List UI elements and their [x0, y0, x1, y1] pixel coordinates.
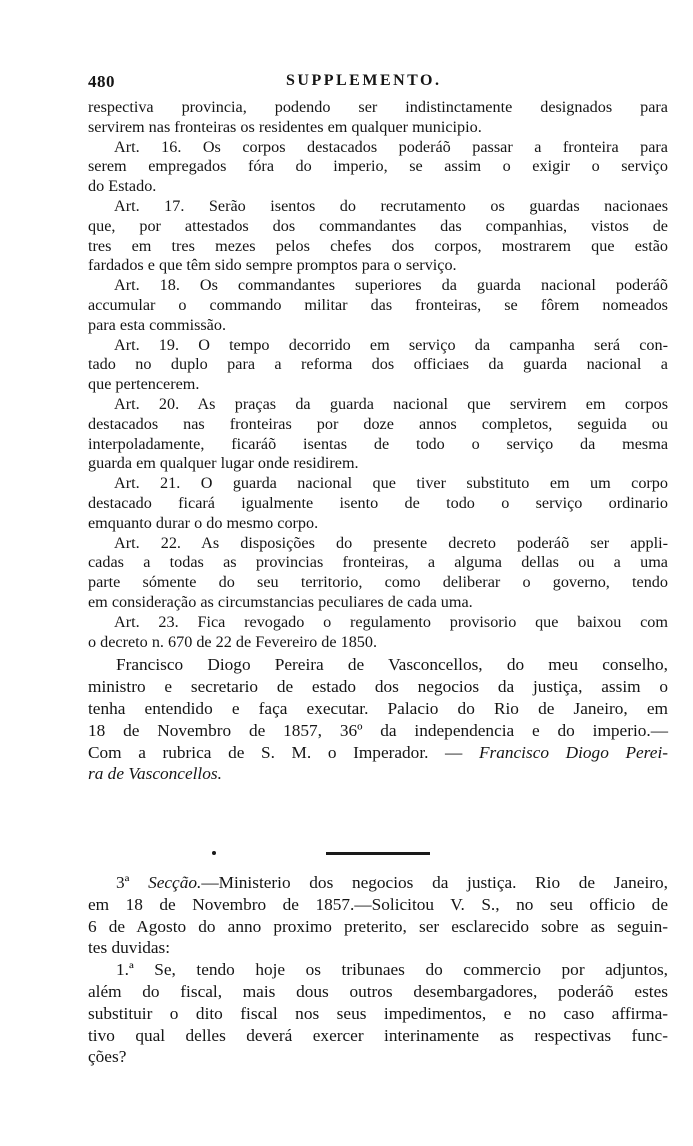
section-text: [88, 872, 668, 1068]
section-number: 3ª: [116, 873, 149, 892]
text-line: 18 de Novembro de 1857, 36º da independencia e do imperio.—: [88, 720, 668, 740]
article-16: Art. 16. Os corpos destacados poderáõ passar a fronteira para: [114, 137, 668, 156]
rubric-text: Com a rubrica de S. M. o Imperador. —: [88, 742, 479, 762]
text-line: que pertencerem.: [88, 375, 200, 394]
article-23: Art. 23. Fica revogado o regulamento provisorio que baixou com: [114, 612, 668, 631]
text-line: interpoladamente, ficaráõ isentas de todo o serviço da mesma: [88, 434, 668, 453]
text-line: accumular o commando militar das fronteiras, se fôrem nomeados: [88, 295, 668, 314]
text-line: respectiva provincia, podendo ser indistinctamente designados para: [88, 98, 668, 116]
page-number: 480: [88, 72, 115, 91]
text-line: ministro e secretario de estado dos negocios da justiça, assim o: [88, 677, 668, 697]
text-line: em 18 de Novembro de 1857.—Solicitou V. S., no seu officio de: [88, 894, 668, 914]
decree-text: [88, 98, 668, 785]
article-18: Art. 18. Os commandantes superiores da guarda nacional poderáõ: [114, 276, 668, 295]
text-line: servirem nas fronteiras os residentes em qualquer municipio.: [88, 117, 482, 136]
minister-name-continued: ra de Vasconcellos.: [88, 764, 222, 784]
article-19: Art. 19. O tempo decorrido em serviço da campanha será con-: [114, 335, 668, 354]
text-line: tivo qual delles deverá exercer interinamente as respectivas func-: [88, 1025, 668, 1045]
article-17: Art. 17. Serão isentos do recrutamento os guardas nacionaes: [114, 196, 668, 215]
text-line: tado no duplo para a reforma dos officiaes da guarda nacional a: [88, 355, 668, 374]
text-line: tenha entendido e faça executar. Palacio do Rio de Janeiro, em: [88, 698, 668, 718]
separator-mark: [212, 851, 216, 855]
text-line: fardados e que têm sido sempre promptos para o serviço.: [88, 256, 457, 275]
text-line: destacado ficará igualmente isento de todo o serviço ordinario: [88, 493, 668, 512]
rubric-line: [88, 742, 668, 764]
text-line: guarda em qualquer lugar onde residirem.: [88, 454, 359, 473]
running-header: [88, 72, 668, 96]
section-divider: [326, 852, 430, 855]
article-21: Art. 21. O guarda nacional que tiver substituto em um corpo: [114, 474, 668, 493]
text-line: tes duvidas:: [88, 938, 171, 958]
text-line: além do fiscal, mais dous outros desembargadores, poderáõ estes: [88, 981, 668, 1001]
text-line: emquanto durar o do mesmo corpo.: [88, 513, 319, 532]
text-line: serem empregados fóra do imperio, se assim o exigir o serviço: [88, 157, 668, 176]
text-line: cadas a todas as provincias fronteiras, a alguma dellas ou a uma: [88, 553, 668, 572]
text-line: para esta commissão.: [88, 315, 226, 334]
section-heading-line: [88, 872, 668, 894]
signature-paragraph: Francisco Diogo Pereira de Vasconcellos, do meu conselho,: [116, 655, 668, 675]
article-22: Art. 22. As disposições do presente decreto poderáõ ser appli-: [114, 533, 668, 552]
text-line: do Estado.: [88, 177, 157, 196]
text-line: 6 de Agosto do anno proximo preterito, ser esclarecido sobre as seguin-: [88, 916, 668, 936]
text-line: em consideração as circumstancias peculiares de cada uma.: [88, 592, 473, 611]
text-line: parte sómente do seu territorio, como deliberar o governo, tendo: [88, 573, 668, 592]
minister-name: Francisco Diogo Perei-: [478, 742, 668, 762]
text-line: o decreto n. 670 de 22 de Fevereiro de 1850.: [88, 632, 378, 651]
running-title: SUPPLEMENTO.: [286, 72, 442, 89]
text-line: destacados nas fronteiras por doze annos completos, seguida ou: [88, 414, 668, 433]
section-label: Secção.: [148, 873, 202, 892]
text-line: substituir o dito fiscal nos seus impedimentos, e no caso affirma-: [88, 1003, 668, 1023]
article-20: Art. 20. As praças da guarda nacional que servirem em corpos: [114, 394, 668, 413]
question-1: 1.ª Se, tendo hoje os tribunaes do commercio por adjuntos,: [116, 960, 668, 980]
text-line: tres em tres mezes pelos chefes dos corpos, mostrarem que estão: [88, 236, 668, 255]
text-line: ções?: [88, 1047, 127, 1067]
text-line: que, por attestados dos commandantes das companhias, vistos de: [88, 216, 668, 235]
section-heading-rest: —Ministerio dos negocios da justiça. Rio de Janeiro,: [201, 873, 668, 892]
